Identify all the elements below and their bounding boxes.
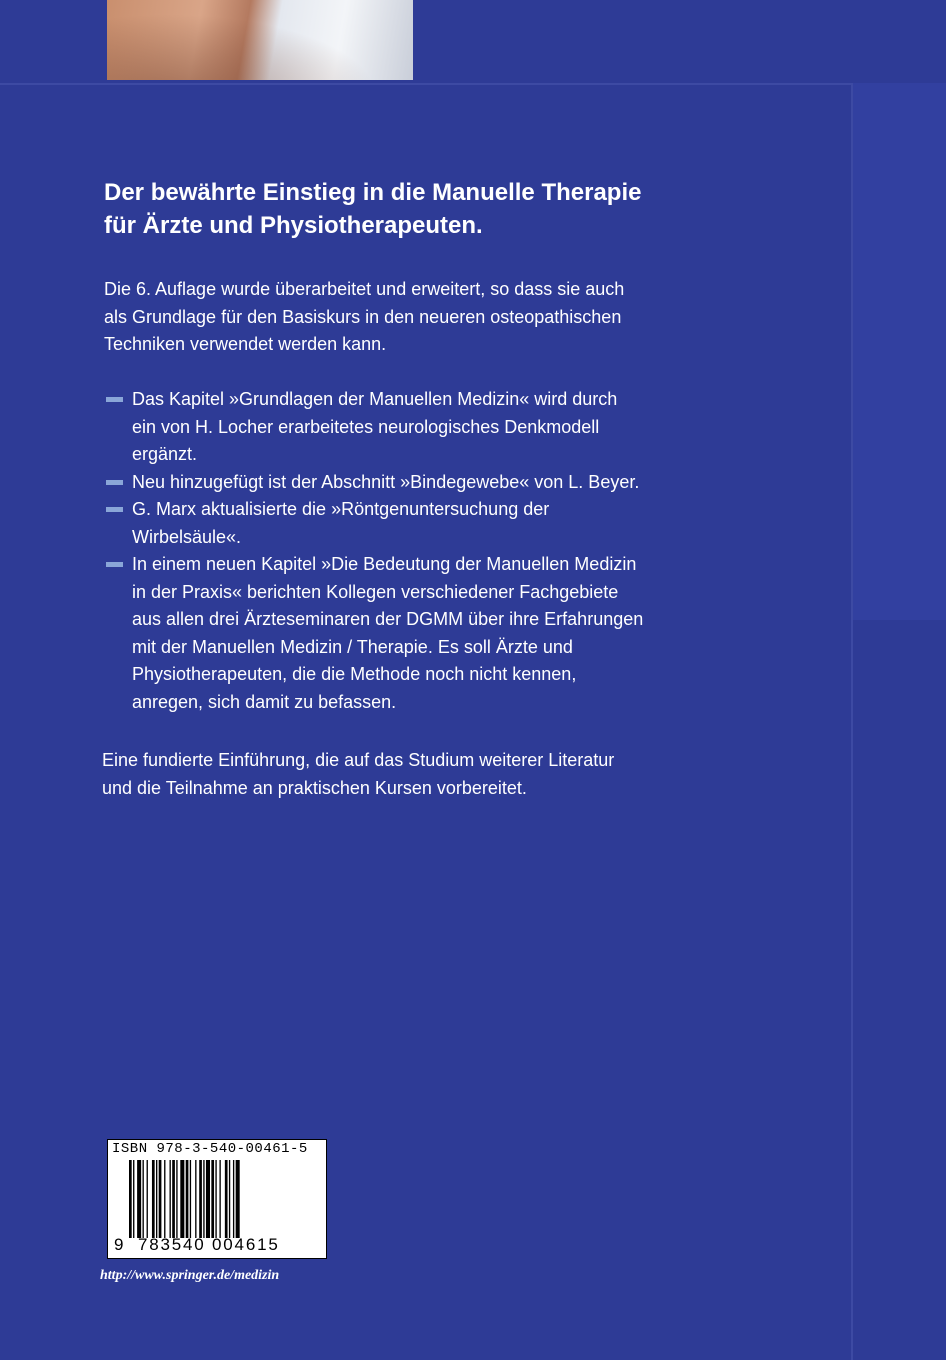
barcode-bar [170,1160,171,1238]
cover-photo-fragment [107,0,413,80]
bullet-dash-icon [106,397,123,402]
barcode-bar [133,1160,134,1238]
barcode-bars [129,1160,319,1238]
closing-paragraph [102,747,642,802]
intro-line: Die 6. Auflage wurde überarbeitet und erweitert, so dass sie auch [104,279,625,299]
barcode-bar [229,1160,230,1238]
list-item-line: anregen, sich damit zu befassen. [132,691,397,712]
barcode-bar [137,1160,141,1238]
closing-line: Eine fundierte Einführung, die auf das Studium weiterer Literatur [102,750,615,770]
list-item-line: in der Praxis« berichten Kollegen verschiedener Fachgebiete [132,581,619,602]
barcode-bar [219,1160,220,1238]
ean-first-digit: 9 [114,1235,124,1254]
barcode-bar [195,1160,196,1238]
list-item-line: aus allen drei Ärzteseminaren der DGMM über ihre Erfahrungen [132,609,644,629]
barcode-bar [156,1160,157,1238]
intro-line: als Grundlage für den Basiskurs in den neueren osteopathischen [104,306,622,327]
headline-line: Der bewährte Einstieg in die Manuelle Therapie [104,179,642,206]
intro-paragraph [104,276,644,359]
list-item-line: ergänzt. [132,444,198,464]
list-item-line: G. Marx aktualisierte die »Röntgenuntersuchung der [132,499,550,519]
headline-line: für Ärzte und Physiotherapeuten. [104,212,483,239]
right-panel [853,83,946,620]
barcode-bar [164,1160,165,1238]
barcode-bar [129,1160,132,1238]
barcode-bar [172,1160,175,1238]
barcode-bar [206,1160,210,1238]
bullet-dash-icon [106,480,123,485]
list-item-line: Wirbelsäule«. [132,526,242,547]
barcode-bar [215,1160,216,1238]
list-item-line: Physiotherapeuten, die die Methode noch nicht kennen, [132,664,577,684]
intro-line: Techniken verwendet werden kann. [104,334,387,354]
barcode-bar [211,1160,214,1238]
headline [104,176,664,242]
list-item-line: ein von H. Locher erarbeitetes neurologisches Denkmodell [132,416,600,437]
bullet-dash-icon [106,562,123,567]
barcode-bar [233,1160,234,1238]
feature-list [104,386,644,716]
barcode-bar [176,1160,177,1238]
isbn-number: ISBN 978-3-540-00461-5 [112,1141,308,1157]
frame-line-horizontal [0,83,852,85]
barcode-bar [190,1160,191,1238]
list-item-line: Neu hinzugefügt ist der Abschnitt »Bindegewebe« von L. Beyer. [132,471,640,492]
barcode-bar [152,1160,155,1238]
list-item-line: mit der Manuellen Medizin / Therapie. Es soll Ärzte und [132,636,573,657]
list-item [104,386,644,469]
barcode-bar [147,1160,148,1238]
isbn-barcode [107,1139,327,1259]
barcode-bar [180,1160,184,1238]
list-item-line: Das Kapitel »Grundlagen der Manuellen Medizin« wird durch [132,389,618,409]
barcode-bar [186,1160,189,1238]
barcode-bar [199,1160,202,1238]
barcode-bar [236,1160,240,1238]
barcode-bar [203,1160,204,1238]
publisher-url: http://www.springer.de/medizin [100,1268,280,1283]
list-item [104,469,644,497]
closing-line: und die Teilnahme an praktischen Kursen vorbereitet. [102,777,527,798]
list-item [104,496,644,551]
barcode-bar [143,1160,144,1238]
list-item [104,551,644,716]
list-item-line: In einem neuen Kapitel »Die Bedeutung der Manuellen Medizin [132,554,637,574]
ean-digits: 783540 004615 [138,1235,280,1254]
bullet-dash-icon [106,507,123,512]
barcode-bar [225,1160,228,1238]
barcode-bar [159,1160,162,1238]
